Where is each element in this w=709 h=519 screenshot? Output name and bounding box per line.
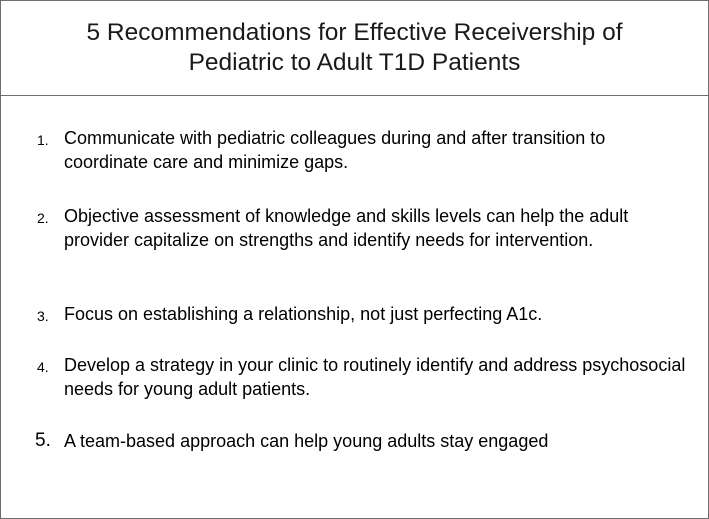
item-text: Communicate with pediatric colleagues during and after transition to coordinate care and minimize gaps. — [64, 128, 606, 172]
title-line-2: Pediatric to Adult T1D Patients — [188, 49, 521, 76]
item-number: 1. — [37, 132, 49, 148]
item-text: Focus on establishing a relationship, not just perfecting A1c. — [64, 304, 543, 324]
item-text: Objective assessment of knowledge and skills levels can help the adult provider capitalize on strengths and identify needs for intervention. — [64, 206, 629, 250]
title-banner — [1, 1, 708, 96]
item-number: 5. — [35, 430, 51, 451]
title-line-1: 5 Recommendations for Effective Receivership of — [86, 19, 623, 46]
item-text: Develop a strategy in your clinic to routinely identify and address psychosocial needs for young adult patients. — [64, 355, 686, 399]
page-title — [35, 18, 675, 78]
item-text: A team-based approach can help young adults stay engaged — [64, 431, 549, 451]
item-number: 4. — [37, 359, 49, 375]
item-number: 2. — [37, 210, 49, 226]
item-number: 3. — [37, 308, 49, 324]
